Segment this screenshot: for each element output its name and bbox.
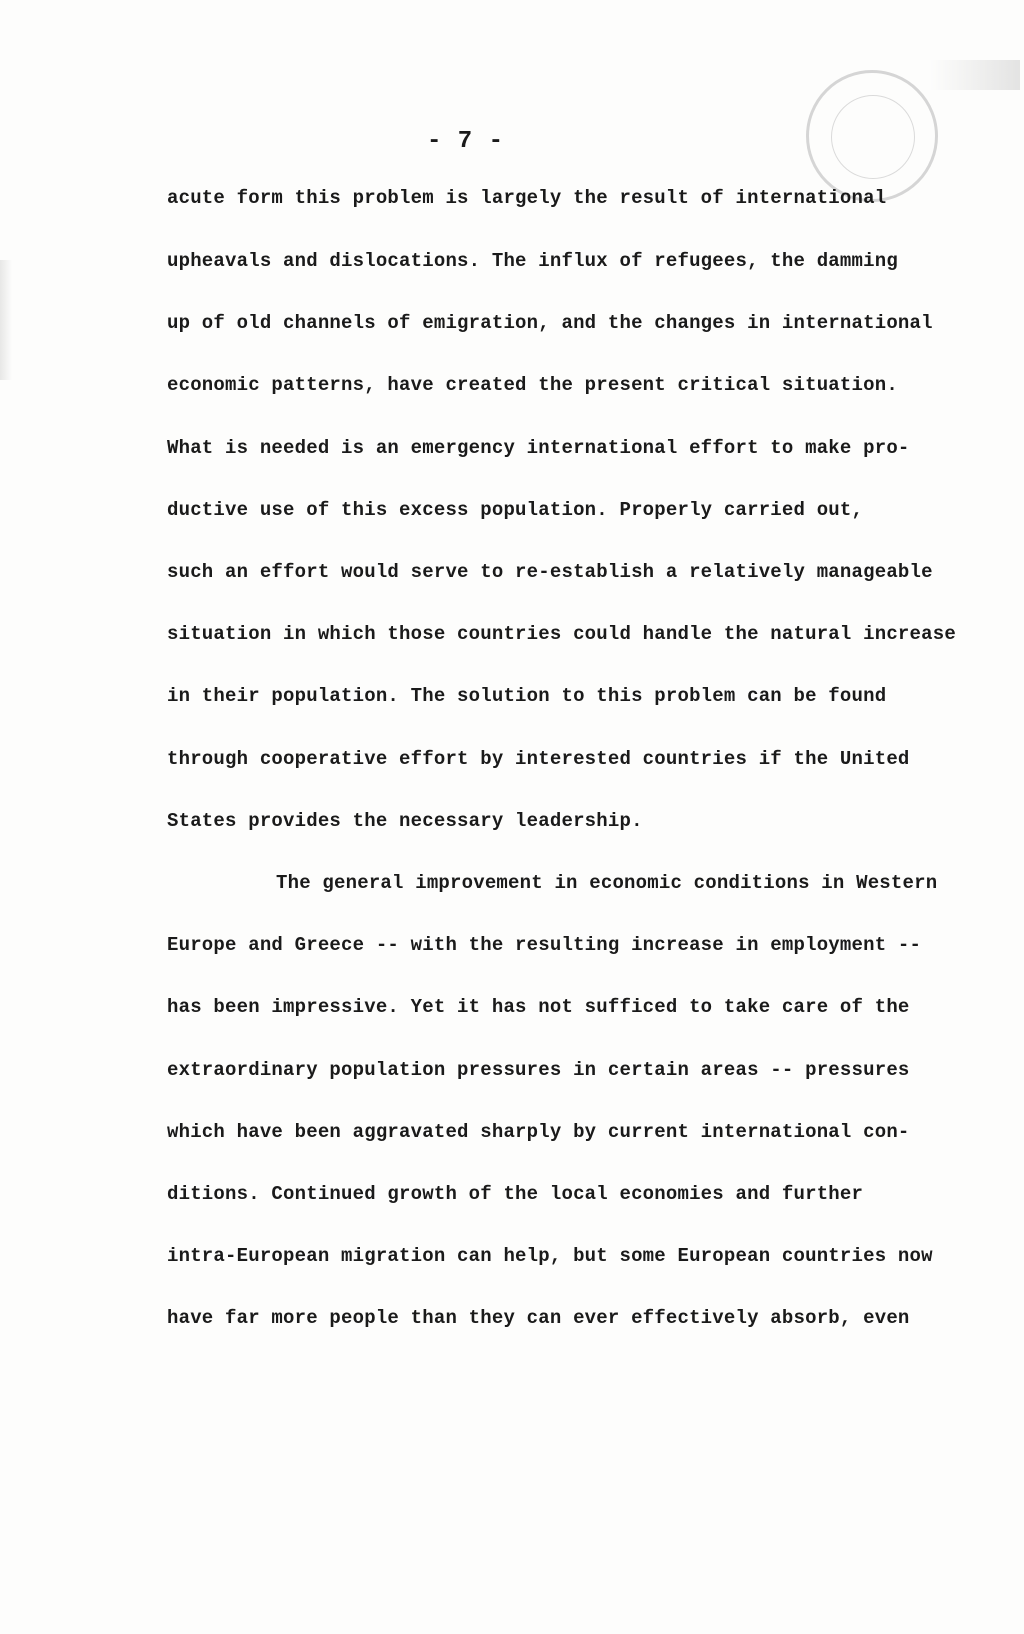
text-line: up of old channels of emigration, and the changes in international [167,312,933,334]
archive-stamp-inner-ring [831,95,915,179]
text-line: in their population. The solution to this problem can be found [167,685,887,707]
text-line: intra-European migration can help, but some European countries now [167,1245,933,1267]
text-line: has been impressive. Yet it has not sufficed to take care of the [167,996,910,1018]
text-line: ductive use of this excess population. Properly carried out, [167,499,864,521]
text-line: acute form this problem is largely the result of international [167,187,887,209]
text-line: States provides the necessary leadership. [167,810,643,832]
scan-smudge [0,260,12,380]
text-line: have far more people than they can ever effectively absorb, even [167,1307,910,1329]
text-line: such an effort would serve to re-establish a relatively manageable [167,561,933,583]
text-line: which have been aggravated sharply by current international con- [167,1121,910,1143]
text-line: economic patterns, have created the present critical situation. [167,374,898,396]
archive-stamp [806,70,938,202]
page-number: - 7 - [427,128,505,155]
text-line: situation in which those countries could handle the natural increase [167,623,956,645]
text-line: extraordinary population pressures in certain areas -- pressures [167,1059,910,1081]
text-line: upheavals and dislocations. The influx of refugees, the damming [167,250,898,272]
text-line: through cooperative effort by interested countries if the United [167,748,910,770]
text-line: ditions. Continued growth of the local economies and further [167,1183,864,1205]
text-line: Europe and Greece -- with the resulting increase in employment -- [167,934,922,956]
paragraph-first-line: The general improvement in economic conditions in Western [276,872,938,894]
text-line: What is needed is an emergency international effort to make pro- [167,437,910,459]
scan-smudge [930,60,1020,90]
